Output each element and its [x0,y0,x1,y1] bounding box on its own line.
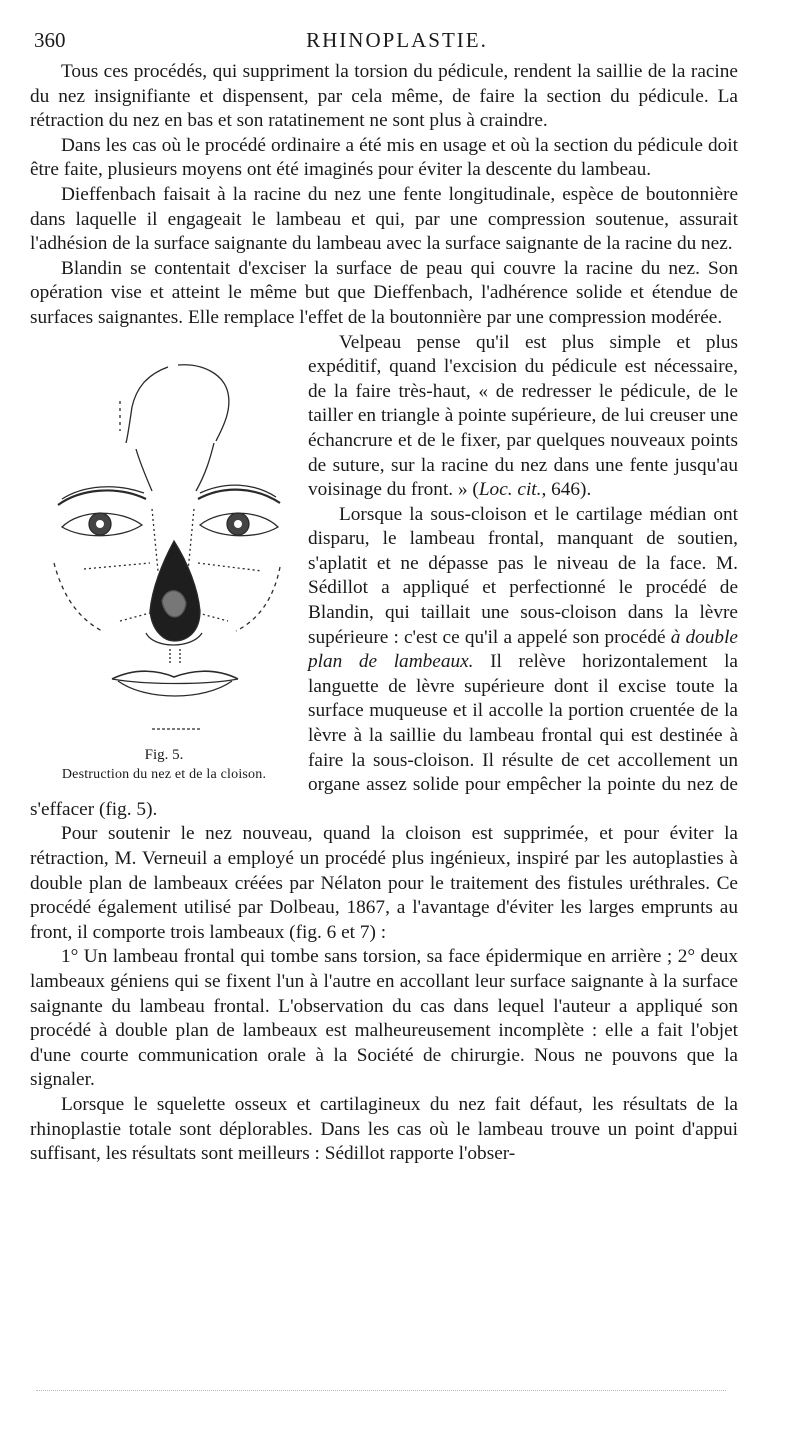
paragraph: Dieffenbach faisait à la racine du nez une fente longitudinale, espèce de boutonnière dans laquelle il engageait le lambeau et qui, par une compression soutenue, assurait l'adhésion de la surface saignante du lambeau avec la surface saignante de la racine du nez. [30,183,738,255]
footer-rule [36,1390,726,1391]
page-number: 360 [34,28,66,52]
paragraph-text: Velpeau pense qu'il est plus simple et plus expéditif, quand l'excision du pédicule est nécessaire, de la faire très-haut, « de redresser le pédicule, de le tailler en triangle à pointe supérieure, de lui creuser une échancrure et de le fixer, par quelques nouveaux points de suture, sur la racine du nez dans une fente jusqu'au voisinage du front. » ( [308,331,738,501]
emphasis-text: à double plan de lambeaux. [308,626,738,673]
face-illustration [28,331,300,741]
paragraph-text: Il relève horizontalement la languette de lèvre supérieure dont il excise toute la surface muqueuse et il accolle la portion cruentée de la lèvre à la saillie du lambeau frontal qui est destinée à faire la sous-cloison. Il résulte de cet accollement un organe assez solide pour empêcher la pointe du nez de s'effacer (fig. 5). [30,651,738,820]
paragraph: 1° Un lambeau frontal qui tombe sans torsion, sa face épidermique en arrière ; 2° deux lambeaux géniens qui se fixent l'un à l'autre en accollant leur surface saignante à la surface saignante du lambeau frontal. L'observation du cas dans lequel l'auteur a appliqué son procédé à double plan de lambeaux est malheureusement incomplète : elle a fait l'objet d'une courte communication orale à la Société de chirurgie. Nous ne pouvons que la signaler. [30,946,738,1091]
body-text [30,60,738,1167]
figure-caption: Destruction du nez et de la cloison. [61,766,267,782]
paragraph: Pour soutenir le nez nouveau, quand la cloison est supprimée, et pour éviter la rétraction, M. Verneuil a employé un procédé plus ingénieux, inspiré par les autoplasties à double plan de lambeaux créées par Nélaton pour le traitement des fistules uréthrales. Ce procédé également utilisé par Dolbeau, 1867, a l'avantage d'éviter les larges emprunts au front, il comporte trois lambeaux (fig. 6 et 7) : [30,823,738,943]
paragraph-text: Lorsque la sous-cloison et le cartilage médian ont disparu, le lambeau frontal, manquant de soutien, s'aplatit et ne dépasse pas le niveau de la face. M. Sédillot a appliqué et perfectionné le procédé de Blandin, qui taillait une sous-cloison dans la lèvre supérieure : c'est ce qu'il a appelé son procédé [308,503,738,648]
paragraph: Dans les cas où le procédé ordinaire a été mis en usage et où la section du pédicule doit être faite, plusieurs moyens ont été imaginés pour éviter la descente du lambeau. [30,134,738,181]
running-head: RHINOPLASTIE. [306,28,488,52]
figure-number: Fig. 5. [144,746,184,763]
paragraph: Tous ces procédés, qui suppriment la torsion du pédicule, rendent la saillie de la racine du nez insignifiante et dispensent, par cela même, de faire la section du pédicule. La rétraction du nez en bas et son ratatinement ne sont plus à craindre. [30,61,738,132]
paragraph: Lorsque le squelette osseux et cartilagineux du nez fait défaut, les résultats de la rhinoplastie totale sont déplorables. Dans les cas où le lambeau trouve un point d'appui suffisant, les résultats sont meilleurs : Sédillot rapporte l'obser- [30,1093,738,1165]
paragraph: Blandin se contentait d'exciser la surface de peau qui couvre la racine du nez. Son opération vise et atteint le même but que Dieffenbach, l'adhérence solide et étendue de surfaces saignantes. Elle remplace l'effet de la boutonnière par une compression modérée. [30,257,738,328]
paragraph-text: , 646). [541,479,592,501]
page-header [34,28,760,58]
figure-5 [28,331,300,793]
citation-ref: Loc. cit. [478,479,542,501]
